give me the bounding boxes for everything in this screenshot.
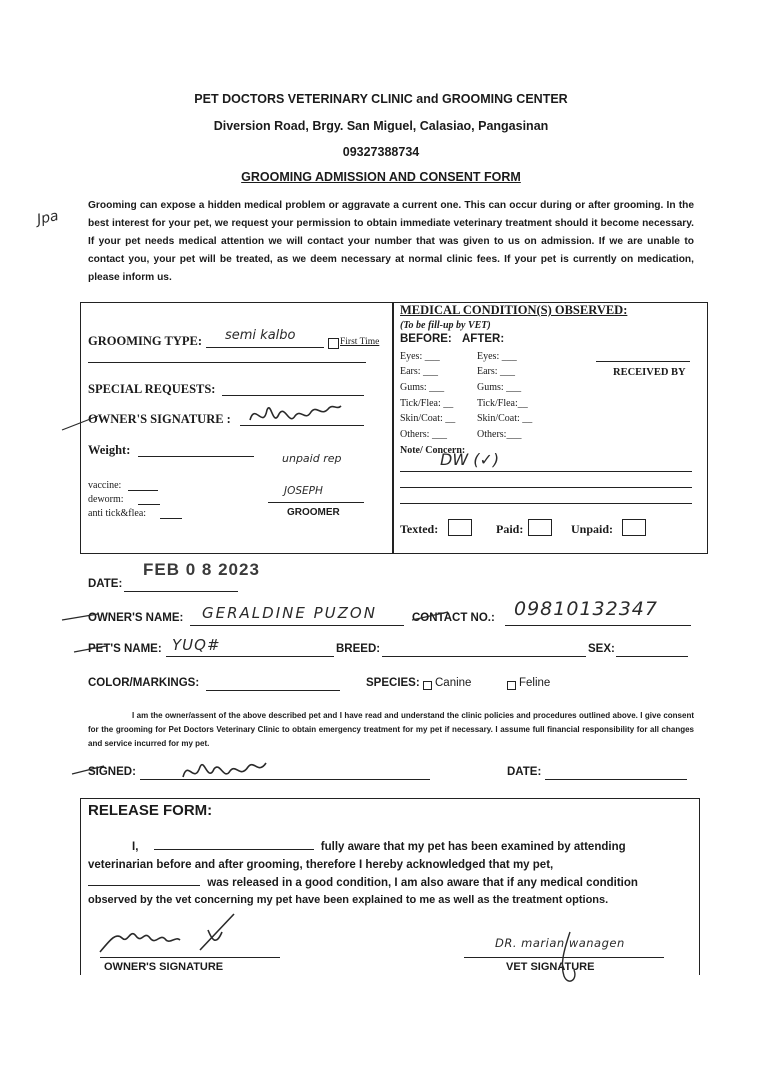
- before-gums: Gums: ___: [400, 382, 445, 393]
- signed-date-line[interactable]: [545, 779, 687, 780]
- date-stamp: FEB 0 8 2023: [143, 560, 260, 579]
- color-markings-label: COLOR/MARKINGS:: [88, 677, 200, 689]
- canine-checkbox[interactable]: [423, 681, 432, 690]
- owner-name-label: OWNER'S NAME:: [88, 612, 184, 624]
- release-line-1-start: I,: [132, 841, 139, 853]
- grooming-type-value[interactable]: semi kalbo: [225, 328, 296, 343]
- pet-name-line[interactable]: [166, 656, 334, 657]
- weight-note: unpaid rep: [282, 452, 342, 465]
- unpaid-checkbox[interactable]: [622, 519, 646, 536]
- first-time-label: First Time: [340, 337, 380, 347]
- grooming-type-label: GROOMING TYPE:: [88, 334, 203, 348]
- pet-name-label: PET'S NAME:: [88, 643, 162, 655]
- paid-checkbox[interactable]: [528, 519, 552, 536]
- consent-paragraph: I am the owner/assent of the above described pet and I have read and understand the clinic policies and procedures outlined above. I give consent for the grooming for Pet Doctors Veterinary Clinic to obtain emergency treatment for my pet if necessary. I assume full financial responsibility for all changes and service incurred for my pet.: [88, 711, 694, 748]
- paid-label: Paid:: [496, 522, 524, 536]
- sex-label: SEX:: [588, 643, 615, 655]
- breed-label: BREED:: [336, 643, 381, 655]
- note-label: Note/ Concern:: [400, 445, 466, 456]
- first-time-checkbox[interactable]: [328, 338, 339, 349]
- signed-date-label: DATE:: [507, 766, 542, 778]
- release-owner-signature-label: OWNER'S SIGNATURE: [104, 961, 224, 973]
- feline-label: Feline: [519, 677, 551, 689]
- received-by-line[interactable]: [596, 361, 690, 362]
- contact-label: CONTACT NO.:: [412, 612, 495, 624]
- vet-signature-label: VET SIGNATURE: [506, 961, 595, 973]
- pet-name-strike: [72, 640, 108, 656]
- color-markings-line[interactable]: [206, 690, 340, 691]
- box-divider: [392, 302, 394, 554]
- release-line-3: [88, 874, 684, 892]
- pet-name-value[interactable]: YUQ#: [172, 636, 221, 654]
- clinic-address: Diversion Road, Brgy. San Miguel, Calasiao, Pangasinan: [213, 119, 549, 133]
- after-label: AFTER:: [462, 333, 505, 345]
- anti-tick-label: anti tick&flea:: [88, 508, 147, 519]
- note-line-3[interactable]: [400, 503, 692, 504]
- vet-signature-scribble: [550, 930, 590, 990]
- after-eyes: Eyes: ___: [477, 351, 517, 362]
- before-others: Others: ___: [400, 429, 447, 440]
- feline-checkbox[interactable]: [507, 681, 516, 690]
- release-line-4: observed by the vet concerning my pet have been explained to me as well as the treatment options.: [88, 894, 609, 906]
- vaccine-line[interactable]: [128, 490, 158, 491]
- anti-tick-line[interactable]: [160, 518, 182, 519]
- before-eyes: Eyes: ___: [400, 351, 440, 362]
- medical-title: MEDICAL CONDITION(S) OBSERVED:: [400, 303, 628, 317]
- date-line[interactable]: [124, 591, 238, 592]
- owner-name-line[interactable]: [190, 625, 404, 626]
- after-tick-flea: Tick/Flea:__: [477, 398, 528, 409]
- groomer-line: [268, 502, 364, 503]
- signed-strike: [70, 762, 106, 778]
- owner-signature-label: OWNER'S SIGNATURE :: [88, 412, 231, 426]
- after-skin-coat: Skin/Coat: __: [477, 413, 533, 424]
- received-by-label: RECEIVED BY: [613, 367, 686, 378]
- contact-line[interactable]: [505, 625, 691, 626]
- after-gums: Gums: ___: [477, 382, 522, 393]
- signed-label: SIGNED:: [88, 766, 136, 778]
- release-title: RELEASE FORM:: [88, 802, 213, 819]
- signed-signature-scribble: [178, 755, 278, 789]
- owner-name-strike: [60, 608, 100, 624]
- release-owner-name-blank[interactable]: [154, 838, 314, 850]
- before-ears: Ears: ___: [400, 366, 439, 377]
- release-owner-signature-line[interactable]: [100, 957, 280, 958]
- release-line-1: [88, 838, 684, 856]
- form-title: GROOMING ADMISSION AND CONSENT FORM: [241, 170, 521, 184]
- clinic-phone: 09327388734: [342, 145, 420, 159]
- contact-strike: [410, 608, 450, 624]
- intro-paragraph: Grooming can expose a hidden medical problem or aggravate a current one. This can occur during or after grooming. In the best interest for your pet, we request your permission to obtain immediate veterinary treatment should it become necessary. If your pet needs medical attention we will contact your number that was given to us on admission. If we are unable to contact you, your pet will be treated, as we deem necessary at normal clinic fees. If your pet is currently on medication, please inform us.: [88, 200, 694, 283]
- sex-line[interactable]: [616, 656, 688, 657]
- contact-value[interactable]: 09810132347: [514, 598, 658, 620]
- vet-name: DR. marian wanagen: [495, 936, 625, 950]
- note-value: DW (✓): [440, 450, 500, 469]
- special-requests-line[interactable]: [222, 395, 364, 396]
- release-line-2: veterinarian before and after grooming, therefore I hereby acknowledged that my pet,: [88, 859, 554, 871]
- note-line-2[interactable]: [400, 487, 692, 488]
- medical-subtitle: (To be fill-up by VET): [400, 320, 491, 331]
- breed-line[interactable]: [382, 656, 586, 657]
- vaccine-label: vaccine:: [88, 480, 122, 491]
- texted-checkbox[interactable]: [448, 519, 472, 536]
- grooming-type-line: [206, 347, 324, 348]
- species-label: SPECIES:: [366, 677, 420, 689]
- groomer-label: GROOMER: [287, 507, 340, 518]
- weight-line[interactable]: [138, 456, 254, 457]
- groomer-name: JOSEPH: [284, 485, 323, 497]
- clinic-name: PET DOCTORS VETERINARY CLINIC and GROOMING CENTER: [194, 92, 568, 106]
- note-line-1[interactable]: [400, 471, 692, 472]
- deworm-line[interactable]: [138, 504, 160, 505]
- date-label: DATE:: [88, 578, 123, 590]
- release-line-3-end: was released in a good condition, I am also aware that if any medical condition: [207, 877, 638, 889]
- unpaid-label: Unpaid:: [571, 522, 614, 536]
- release-pet-name-blank[interactable]: [88, 874, 200, 886]
- canine-label: Canine: [435, 677, 472, 689]
- deworm-label: deworm:: [88, 494, 124, 505]
- release-line-1-end: fully aware that my pet has been examined by attending: [320, 841, 626, 853]
- before-label: BEFORE:: [400, 333, 452, 345]
- owner-signature-strike: [60, 410, 100, 434]
- before-tick-flea: Tick/Flea: __: [400, 398, 454, 409]
- texted-label: Texted:: [400, 522, 439, 536]
- owner-name-value[interactable]: GERALDINE PUZON: [202, 604, 377, 622]
- special-requests-label: SPECIAL REQUESTS:: [88, 382, 216, 396]
- grooming-extra-line: [88, 362, 366, 363]
- owner-signature-scribble: [245, 400, 345, 434]
- margin-note: Jpa: [35, 207, 61, 229]
- after-ears: Ears: ___: [477, 366, 516, 377]
- after-others: Others:___: [477, 429, 522, 440]
- before-skin-coat: Skin/Coat: __: [400, 413, 456, 424]
- weight-label: Weight:: [88, 443, 131, 457]
